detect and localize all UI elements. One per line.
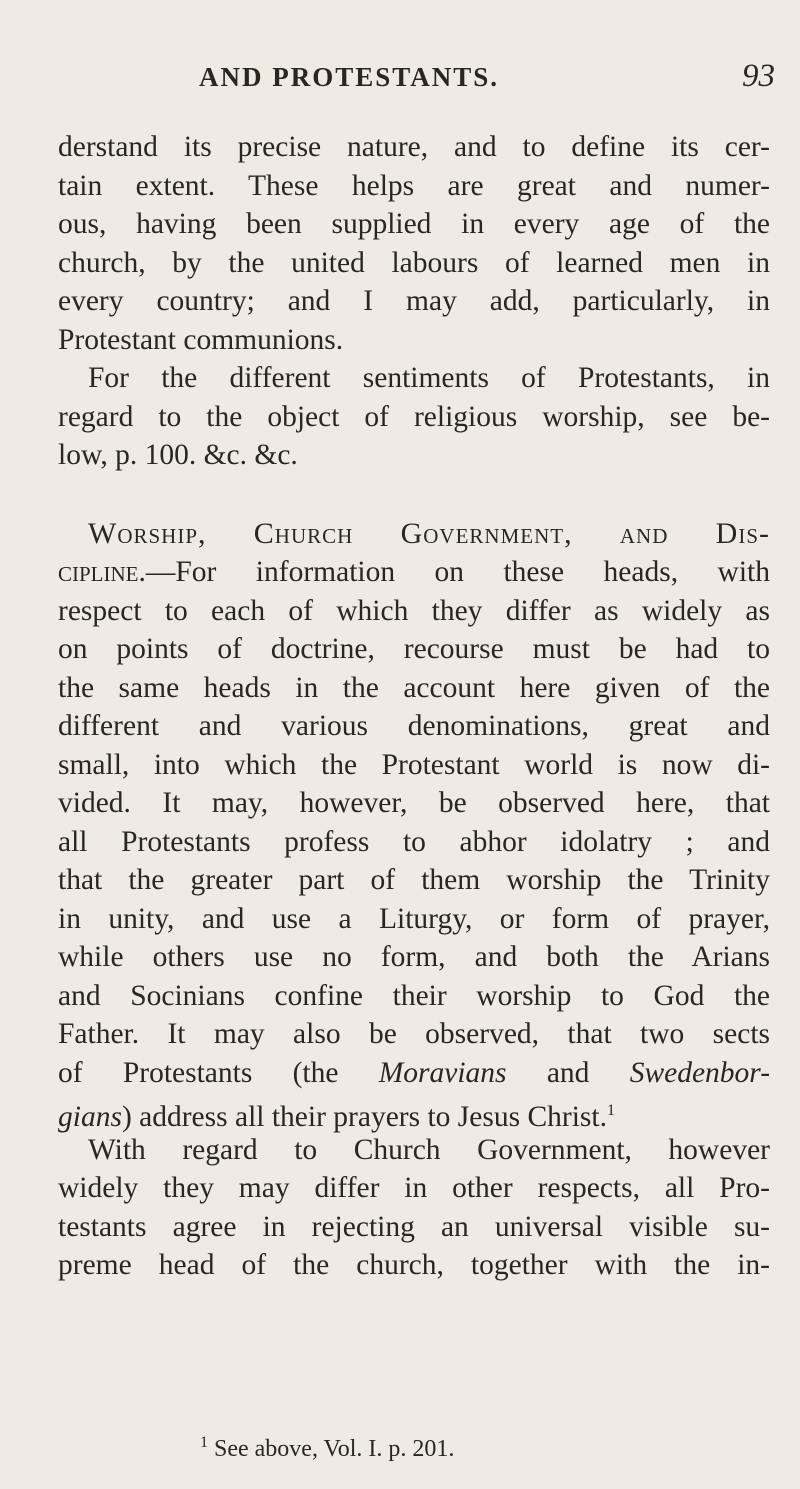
italic-term-moravians: Moravians [378,1056,507,1089]
text-line: while others use no form, and both the Arians [58,941,770,973]
italic-term-swedenborgians: Swedenbor- [629,1056,771,1089]
text-line: Father. It may also be observed, that two sects [58,1018,770,1050]
text-line [58,553,770,592]
footnote-marker: 1 [200,1434,208,1451]
italic-term-swedenborgians-end: gians [58,1100,122,1133]
section-heading-caps-end: cipline. [58,556,146,588]
text-line: and Socinians confine their worship to God the [58,979,770,1012]
text-line: derstand its precise nature, and to define its cer- [58,131,770,163]
text-line: low, p. 100. &c. &c. [58,439,298,471]
paragraph-gap [58,475,770,515]
text-line: that the greater part of them worship the Trinity [58,864,770,896]
text-fragment: and [506,1056,630,1089]
text-line: in unity, and use a Liturgy, or form of prayer, [58,902,770,935]
text-line: all Protestants profess to abhor idolatry ; and [58,825,770,858]
section-heading [58,515,770,554]
text-line: small, into which the Protestant world is now di- [58,748,770,781]
running-head: AND PROTESTANTS. [199,62,500,92]
text-line: For the different sentiments of Protestants, in [88,362,770,394]
section-heading-rest: —For information on these heads, with [145,556,770,588]
page-header [0,58,800,102]
text-line: Protestant communions. [58,323,344,356]
text-line: vided. It may, however, be observed here, that [58,787,770,819]
section-heading-caps: Worship, Church Government, and Dis- [88,516,770,550]
text-line: preme head of the church, together with the in- [58,1249,770,1281]
text-line: widely they may differ in other respects, all Pro- [58,1172,770,1204]
text-line: every country; and I may add, particularly, in [58,285,770,317]
text-line: on points of doctrine, recourse must be had to [58,633,770,665]
text-fragment: of Protestants (the [58,1056,379,1089]
text-line: ous, having been supplied in every age of the [58,208,770,240]
page-number: 93 [742,58,775,94]
footnote [200,1434,454,1463]
text-line: tain extent. These helps are great and numer- [58,169,770,202]
text-line [58,1054,770,1093]
text-line [58,1092,770,1131]
text-line: respect to each of which they differ as widely as [58,594,770,627]
text-line: the same heads in the account here given of the [58,671,770,704]
text-line: testants agree in rejecting an universal visible su- [58,1210,770,1243]
text-fragment: ) address all their prayers to Jesus Christ. [121,1100,607,1133]
body-text [58,128,770,1285]
text-line: With regard to Church Government, however [88,1133,770,1166]
footnote-text: See above, Vol. I. p. 201. [214,1436,455,1462]
text-line: regard to the object of religious worship, see be- [58,400,770,433]
footnote-reference: 1 [606,1102,615,1119]
text-line: different and various denominations, great and [58,710,770,742]
text-line: church, by the united labours of learned men in [58,246,770,279]
